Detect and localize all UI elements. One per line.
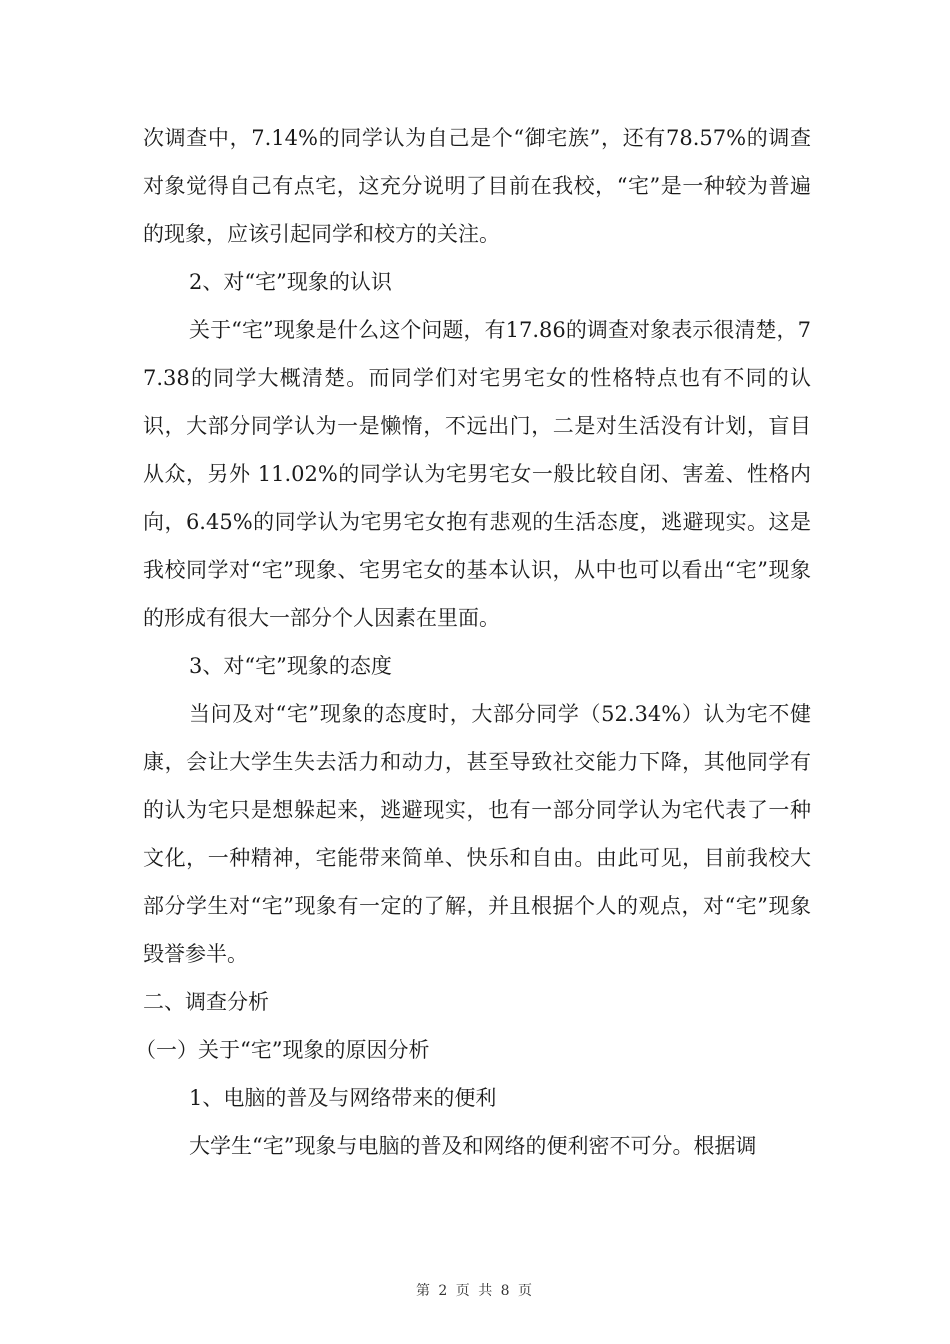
- document-body: [135, 114, 811, 1170]
- paragraph-computer-network: 大学生“宅”现象与电脑的普及和网络的便利密不可分。根据调: [189, 1134, 757, 1158]
- paragraph-understanding: 关于“宅”现象是什么这个问题，有17.86的调查对象表示很清楚，77.38的同学大概清楚。而同学们对宅男宅女的性格特点也有不同的认识，大部分同学认为一是懒惰，不远出门，二是对生活没有计划，盲目从众，另外 11.02%的同学认为宅男宅女一般比较自闭、害羞、性格内向，6.45%的同学认为宅男宅女抱有悲观的生活态度，逃避现实。这是我校同学对“宅”现象、宅男宅女的基本认识，从中也可以看出“宅”现象的形成有很大一部分个人因素在里面。: [143, 318, 811, 630]
- paragraph-survey-intro: 次调查中，7.14%的同学认为自己是个“御宅族”，还有78.57%的调查对象觉得自己有点宅，这充分说明了目前在我校，“宅”是一种较为普遍的现象，应该引起同学和校方的关注。: [143, 126, 811, 246]
- paragraph-attitude: 当问及对“宅”现象的态度时，大部分同学（52.34%）认为宅不健康，会让大学生失去活力和动力，甚至导致社交能力下降，其他同学有的认为宅只是想躲起来，逃避现实，也有一部分同学认为宅代表了一种文化，一种精神，宅能带来简单、快乐和自由。由此可见，目前我校大部分学生对“宅”现象有一定的了解，并且根据个人的观点，对“宅”现象毁誉参半。: [143, 702, 811, 966]
- section-heading-analysis: 二、调查分析: [143, 990, 269, 1014]
- subheading-understanding: 2、对“宅”现象的认识: [189, 270, 392, 294]
- subheading-computer-network: 1、电脑的普及与网络带来的便利: [189, 1086, 497, 1110]
- page-number-footer: 第 2 页 共 8 页: [415, 1283, 535, 1299]
- subsection-heading-causes: （一）关于“宅”现象的原因分析: [135, 1038, 430, 1062]
- subheading-attitude: 3、对“宅”现象的态度: [189, 654, 392, 678]
